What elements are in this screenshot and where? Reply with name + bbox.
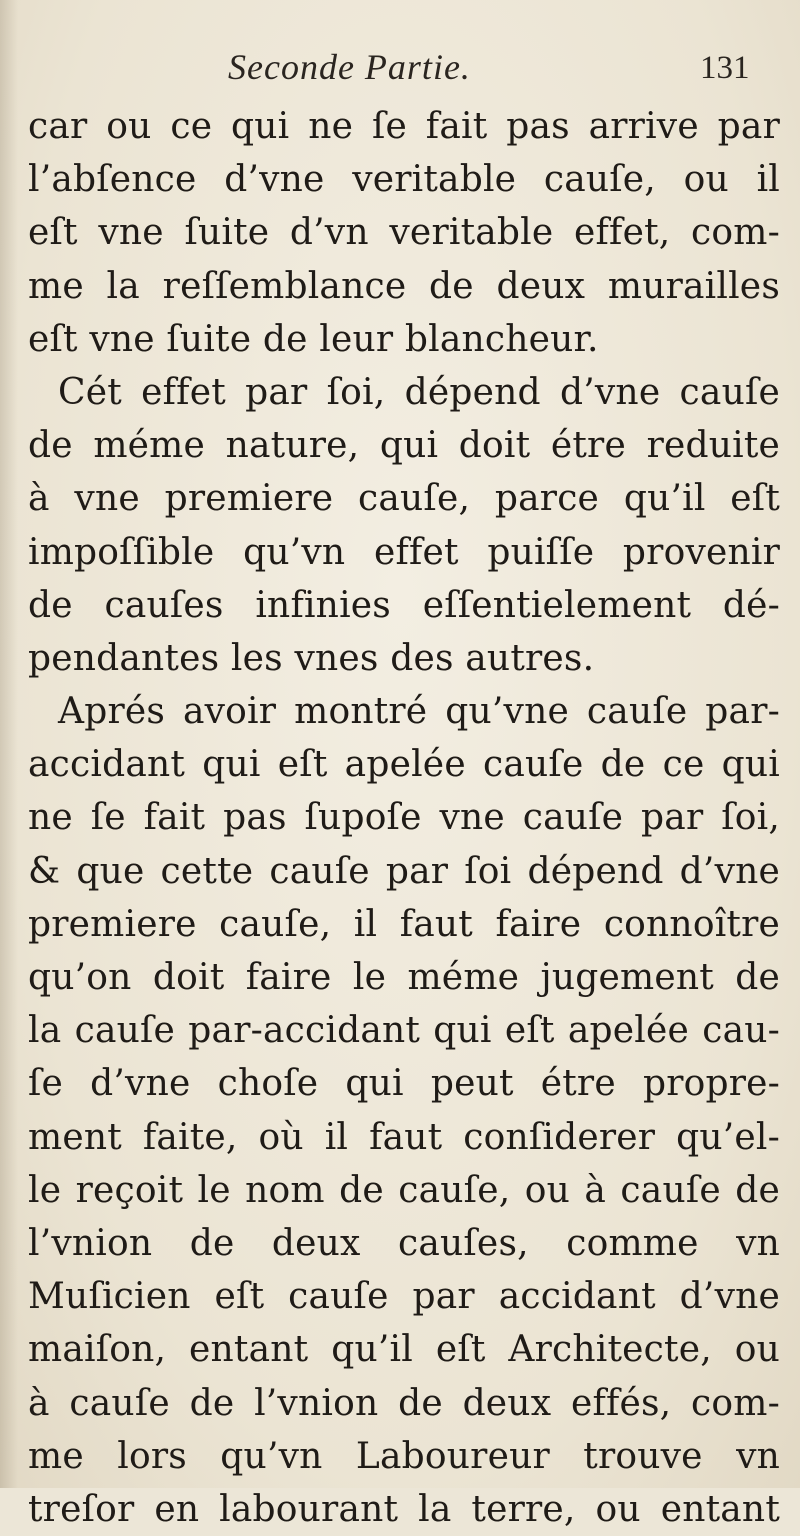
body-text [28,100,780,1536]
text-line: car ou ce qui ne ſe fait pas arrive par [28,106,780,147]
text-line: impoſſible qu’vn effet puiſſe provenir [28,531,780,573]
text-line: de méme nature, qui doit étre reduite [28,425,780,467]
text-line: l’vnion de deux cauſes, comme vn [28,1222,780,1264]
text-line: me lors qu’vn Laboureur trouve vn [28,1435,780,1477]
page-number: 131 [700,50,750,86]
text-line: eſt vne ſuite d’vn veritable effet, com- [28,212,780,254]
text-line: ne ſe fait pas ſupoſe vne cauſe par ſoi, [28,797,780,839]
text-line: accidant qui eſt apelée cauſe de ce qui [28,744,780,786]
text-line: premiere cauſe, il faut faire connoître [28,903,780,945]
text-line: Aprés avoir montré qu’vne cauſe par- [58,691,780,733]
text-line: ment faite, où il faut conſiderer qu’el- [28,1116,780,1158]
text-line: eſt vne ſuite de leur blancheur. [28,318,599,360]
text-line: maiſon, entant qu’il eſt Architecte, ou [28,1329,780,1371]
text-line: l’abſence d’vne veritable cauſe, ou il [28,159,780,201]
text-line: ſe d’vne choſe qui peut étre propre- [28,1063,780,1105]
text-line: de cauſes infinies eſſentielement dé- [28,584,780,626]
text-line: Muſicien eſt cauſe par accidant d’vne [28,1276,780,1318]
text-line: à cauſe de l’vnion de deux effés, com- [28,1382,780,1424]
text-line: le reçoit le nom de cauſe, ou à cauſe de [28,1169,780,1211]
text-line: qu’on doit faire le méme jugement de [28,957,780,998]
text-line: la cauſe par-accidant qui eſt apelée cau- [28,1010,780,1052]
text-line: Cét effet par ſoi, dépend d’vne cauſe [58,371,780,413]
running-head: Seconde Partie. [228,47,471,87]
text-line: me la reſſemblance de deux murailles [28,265,780,307]
text-line: à vne premiere cauſe, parce qu’il eſt [28,478,780,520]
text-line: treſor en labourant la terre, ou entant [28,1488,780,1530]
text-line: & que cette cauſe par ſoi dépend d’vne [28,850,780,892]
text-line: pendantes les vnes des autres. [28,637,595,679]
page-header [0,40,800,100]
gutter-shadow [0,0,18,1488]
